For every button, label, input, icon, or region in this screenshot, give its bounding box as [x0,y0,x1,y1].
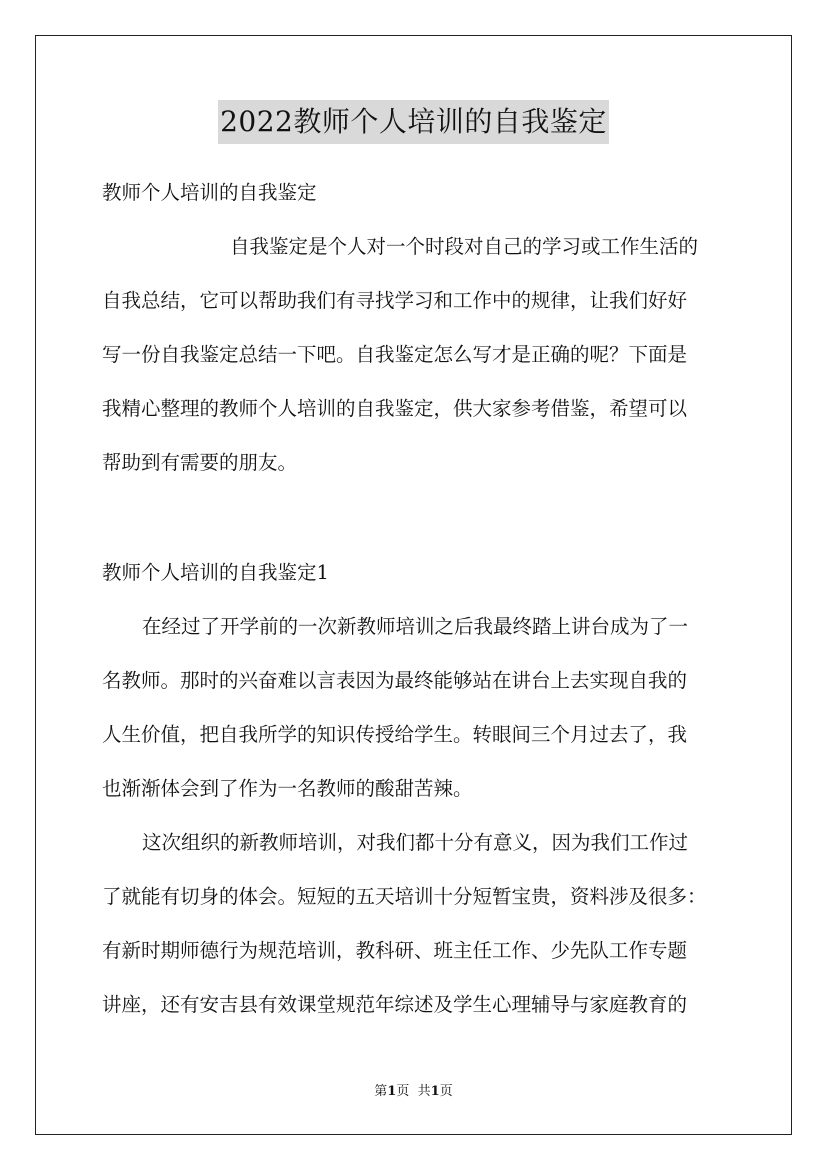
page-suffix: 页 [396,1084,410,1099]
intro-line: 自我总结，它可以帮助我们有寻找学习和工作中的规律，让我们好好 [102,289,688,312]
subtitle: 教师个人培训的自我鉴定 [102,181,317,204]
paragraph-line: 名教师。那时的兴奋难以言表因为最终能够站在讲台上去实现自我的 [102,669,688,692]
page-prefix: 第 [374,1084,388,1099]
intro-line: 我精心整理的教师个人培训的自我鉴定，供大家参考借鉴，希望可以 [102,397,688,420]
total-suffix: 页 [439,1084,453,1099]
intro-line: 写一份自我鉴定总结一下吧。自我鉴定怎么写才是正确的呢？下面是 [102,343,688,366]
paragraph-line: 在经过了开学前的一次新教师培训之后我最终踏上讲台成为了一 [142,615,689,638]
section-heading: 教师个人培训的自我鉴定1 [102,561,329,584]
paragraph-line: 了就能有切身的体会。短短的五天培训十分短暂宝贵，资料涉及很多： [102,885,707,908]
paragraph-line: 这次组织的新教师培训，对我们都十分有意义，因为我们工作过 [142,831,689,854]
paragraph-line: 有新时期师德行为规范培训，教科研、班主任工作、少先队工作专题 [102,939,688,962]
document-title: 2022教师个人培训的自我鉴定 [218,100,609,144]
page-number: 1 [387,1084,397,1099]
paragraph-line: 也渐渐体会到了作为一名教师的酸甜苦辣。 [102,777,473,800]
paragraph-line: 人生价值，把自我所学的知识传授给学生。转眼间三个月过去了，我 [102,723,688,746]
page-footer [0,1083,827,1101]
intro-line: 自我鉴定是个人对一个时段对自己的学习或工作生活的 [230,235,699,258]
title-container [0,100,827,144]
intro-line: 帮助到有需要的朋友。 [102,451,298,474]
total-pages: 1 [430,1084,440,1099]
total-prefix: 共 [417,1084,431,1099]
paragraph-line: 讲座，还有安吉县有效课堂规范年综述及学生心理辅导与家庭教育的 [102,993,688,1016]
